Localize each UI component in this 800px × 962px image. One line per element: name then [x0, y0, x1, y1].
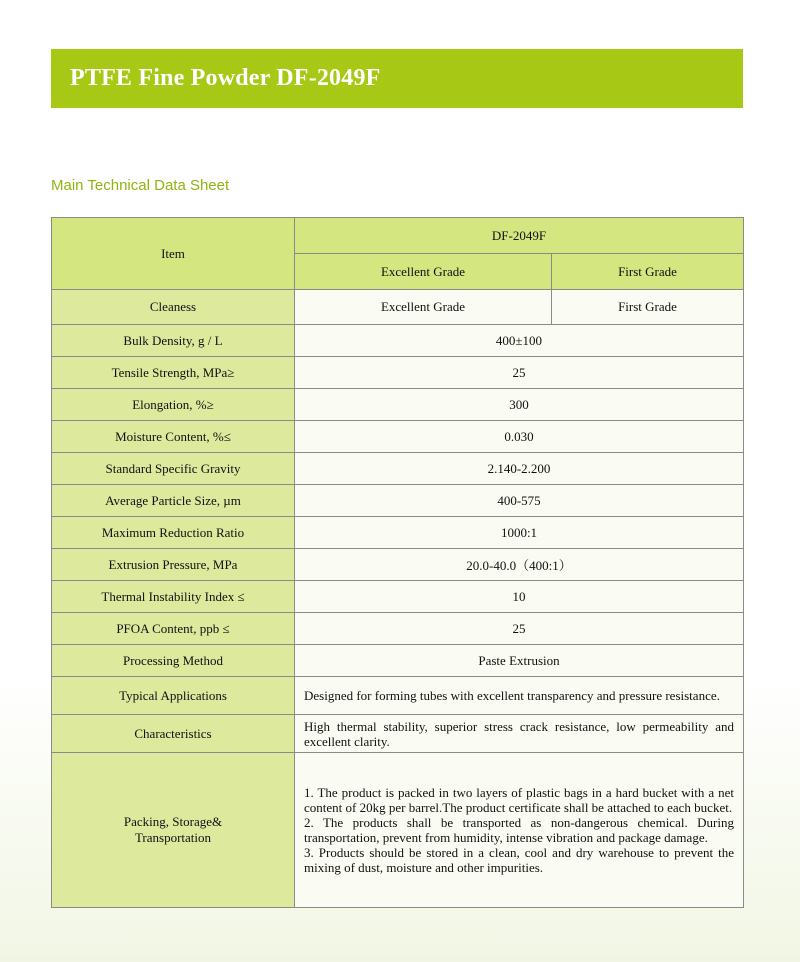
table-row: [52, 453, 744, 485]
product-header: DF-2049F: [295, 218, 744, 254]
table-row: [52, 613, 744, 645]
row-value: Paste Extrusion: [295, 645, 744, 677]
row-label-characteristics: Characteristics: [52, 715, 295, 753]
row-label: Bulk Density, g / L: [52, 325, 295, 357]
row-value: 10: [295, 581, 744, 613]
table-row: [52, 485, 744, 517]
packing-item: 1. The product is packed in two layers of plastic bags in a hard bucket with a net content of 20kg per barrel.The product certificate shall be attached to each bucket.: [304, 785, 734, 815]
row-label: Tensile Strength, MPa≥: [52, 357, 295, 389]
row-label: Standard Specific Gravity: [52, 453, 295, 485]
row-value: 1000:1: [295, 517, 744, 549]
row-value: 25: [295, 613, 744, 645]
grade-header-excellent: Excellent Grade: [295, 254, 552, 290]
row-label: PFOA Content, ppb ≤: [52, 613, 295, 645]
row-label-applications: Typical Applications: [52, 677, 295, 715]
row-value: 25: [295, 357, 744, 389]
row-value: 400-575: [295, 485, 744, 517]
characteristics-value: High thermal stability, superior stress crack resistance, low permeability and excellent clarity.: [295, 715, 744, 753]
packing-label-line1: Packing, Storage&: [123, 814, 223, 829]
row-label-packing: [52, 753, 295, 908]
row-label: Average Particle Size, µm: [52, 485, 295, 517]
table-row: [52, 549, 744, 581]
row-label: Thermal Instability Index ≤: [52, 581, 295, 613]
row-value: 2.140-2.200: [295, 453, 744, 485]
packing-item: 3. Products should be stored in a clean, cool and dry warehouse to prevent the mixing of dust, moisture and other impurities.: [304, 845, 734, 875]
title-banner: [51, 49, 743, 108]
table-row: [52, 645, 744, 677]
row-label: Extrusion Pressure, MPa: [52, 549, 295, 581]
data-sheet-table: [51, 217, 744, 908]
table-row: [52, 421, 744, 453]
row-label: Processing Method: [52, 645, 295, 677]
table-row: [52, 677, 744, 715]
row-label-cleaness: Cleaness: [52, 290, 295, 325]
table-row: [52, 753, 744, 908]
table-row: [52, 357, 744, 389]
row-value: 0.030: [295, 421, 744, 453]
table-row: [52, 325, 744, 357]
table-row: [52, 389, 744, 421]
page-title: PTFE Fine Powder DF-2049F: [70, 65, 381, 91]
row-value: 300: [295, 389, 744, 421]
row-label: Moisture Content, %≤: [52, 421, 295, 453]
row-value: 400±100: [295, 325, 744, 357]
item-header: Item: [52, 218, 295, 290]
row-label: Elongation, %≥: [52, 389, 295, 421]
table-row: [52, 581, 744, 613]
packing-value: [295, 753, 744, 908]
packing-label-line2: Transportation: [134, 830, 212, 845]
section-title: Main Technical Data Sheet: [51, 177, 230, 194]
table-row: [52, 517, 744, 549]
row-value: 20.0-40.0（400:1）: [295, 549, 744, 581]
grade-header-first: First Grade: [552, 254, 744, 290]
cleaness-excellent: Excellent Grade: [295, 290, 552, 325]
row-label: Maximum Reduction Ratio: [52, 517, 295, 549]
packing-item: 2. The products shall be transported as non-dangerous chemical. During transportation, prevent from humidity, intense vibration and package damage.: [304, 815, 734, 845]
cleaness-first: First Grade: [552, 290, 744, 325]
applications-value: Designed for forming tubes with excellent transparency and pressure resistance.: [295, 677, 744, 715]
table-row: [52, 715, 744, 753]
